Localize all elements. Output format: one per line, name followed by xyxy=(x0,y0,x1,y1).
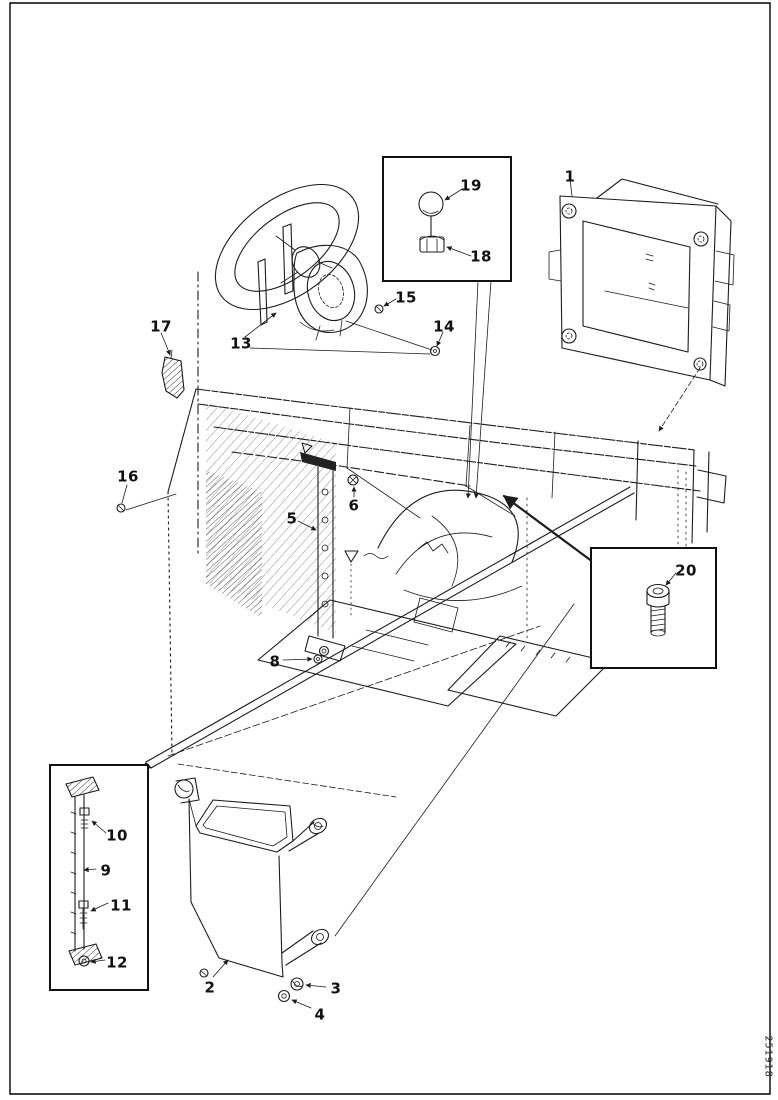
callout-11: 11 xyxy=(110,896,132,915)
callout-19: 19 xyxy=(460,176,482,195)
rear-panel xyxy=(549,179,734,431)
inset-box-bolt xyxy=(504,496,716,668)
callout-17: 17 xyxy=(150,317,172,336)
callout-15: 15 xyxy=(395,288,417,307)
callout-1: 1 xyxy=(564,167,576,186)
callout-2: 2 xyxy=(204,978,216,997)
callout-12: 12 xyxy=(106,953,128,972)
callout-5: 5 xyxy=(286,509,298,528)
callout-13: 13 xyxy=(230,334,252,353)
callout-3: 3 xyxy=(330,979,342,998)
callout-14: 14 xyxy=(433,317,455,336)
callout-4: 4 xyxy=(314,1005,326,1024)
callout-10: 10 xyxy=(106,826,128,845)
callout-8: 8 xyxy=(269,652,281,671)
callout-16: 16 xyxy=(117,467,139,486)
callout-18: 18 xyxy=(470,247,492,266)
inset-box-strip xyxy=(50,765,148,990)
callout-9: 9 xyxy=(100,861,112,880)
doc-number: 251918 xyxy=(762,1035,774,1078)
callout-20: 20 xyxy=(675,561,697,580)
callout-leaders xyxy=(122,176,572,1008)
left-small-parts xyxy=(117,350,184,512)
callout-6: 6 xyxy=(348,496,360,515)
bucket xyxy=(175,778,331,1002)
